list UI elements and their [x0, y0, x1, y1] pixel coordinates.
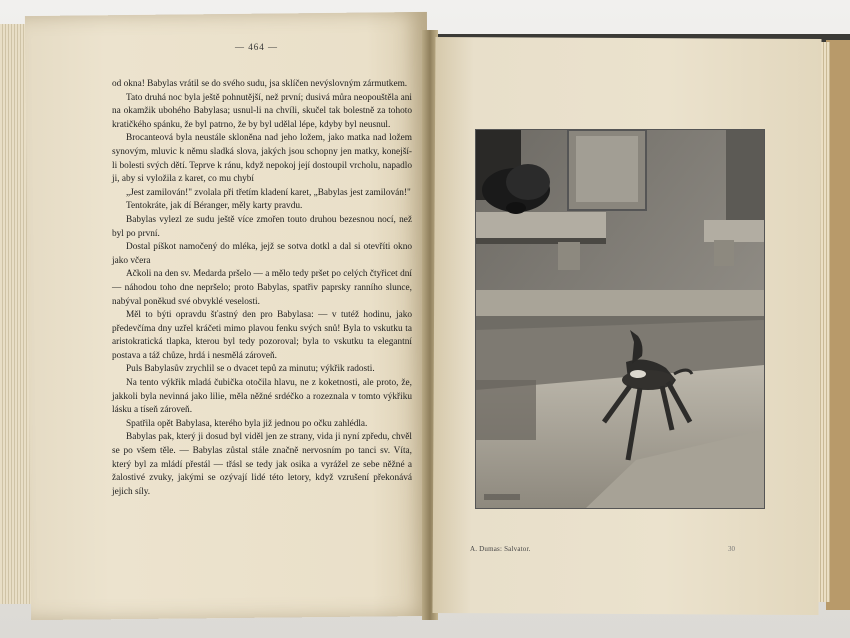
paragraph: Babylas pak, který ji dosud byl viděl jen ze strany, vida ji nyní zpředu, chvěl se po všem těle. — Babylas zůstal stále značně nervosním po tanci sv. Víta, který byl za mládí přestál — třásl se tedy jak osika a vyrážel ze sebe něžné a žalostivé zvuky, jakými se ozývají lidé této letory, když vzrušení překonává jejich síly.	[112, 432, 412, 497]
body-text	[112, 78, 412, 499]
plate-number: 30	[728, 545, 735, 553]
paragraph: Měl to býti opravdu šťastný den pro Babylasa: — v tutéž hodinu, jako předevčíma dny uzřel kráčeti mimo plavou fenku svých snů! Byla to vskutku ta aristokratická tlapka, kterou byl tedy pozoroval; byla to vskutku ta elegantní postava a táž chůze, hrdá i nesmělá zároveň.	[112, 310, 412, 361]
plate-caption: A. Dumas: Salvator.	[470, 545, 531, 553]
paragraph: Brocanteová byla neustále skloněna nad jeho ložem, jako matka nad ložem synovým, mluvic k němu sladká slova, jakých jsou schopny jen matky, konejší-li bolesti svých dětí. Teprve k ránu, když nepokoj její dostoupil vrcholu, napadlo ji, aby si vyložila z karet, co mu chybí	[112, 133, 412, 185]
paragraph: Dostal píškot namočený do mléka, jejž se sotva dotkl a dal si otevříti okno jako včera	[112, 242, 412, 266]
paragraph: Babylas vylezl ze sudu ještě více zmořen touto druhou bezesnou nocí, než byl po první.	[112, 214, 412, 239]
paragraph: Tentokráte, jak dí Béranger, měly karty pravdu.	[126, 201, 303, 212]
paragraph: Spatřila opět Babylasa, kterého byla již jednou po očku zahlédla.	[126, 418, 368, 429]
paragraph: Ačkoli na den sv. Medarda pršelo — a mělo tedy pršet po celých čtyřicet dní — náhodou toho dne nepršelo; proto Babylas, spatřiv paprsky ranního slunce, nabýval poněkud své obvyklé veselosti.	[112, 269, 412, 307]
paragraph: Puls Babylasův zrychlil se o dvacet tepů za minutu; výkřik radosti.	[126, 364, 375, 375]
paragraph: Na tento výkřik mladá čubička otočila hlavu, ne z koketnosti, ale proto, že, jakkoli byla nevinná jako lilie, měla něžné srdéčko a rozeznala v tomto výkřiku lásku a tíseň zároveň.	[112, 378, 412, 416]
artist-signature	[484, 494, 520, 500]
paragraph: „Jest zamilován!" zvolala při třetím kladení karet, „Babylas jest zamilován!"	[126, 187, 411, 198]
illustration-plate	[475, 129, 765, 509]
paragraph: od okna! Babylas vrátil se do svého sudu, jsa sklíčen nevýslovným zármutkem.	[112, 79, 408, 89]
paragraph: Tato druhá noc byla ještě pohnutější, než první; dusivá můra neopouštěla ani na okamžik ubohého Babylasa; usnul-li na chvíli, skučel tak bolestně za tohoto kratičkého spánku, že byl patrno, že by byl udělal lépe, kdyby byl neusnul.	[112, 92, 412, 130]
dog-illustration	[476, 130, 764, 508]
page-number: — 464 —	[235, 42, 278, 52]
